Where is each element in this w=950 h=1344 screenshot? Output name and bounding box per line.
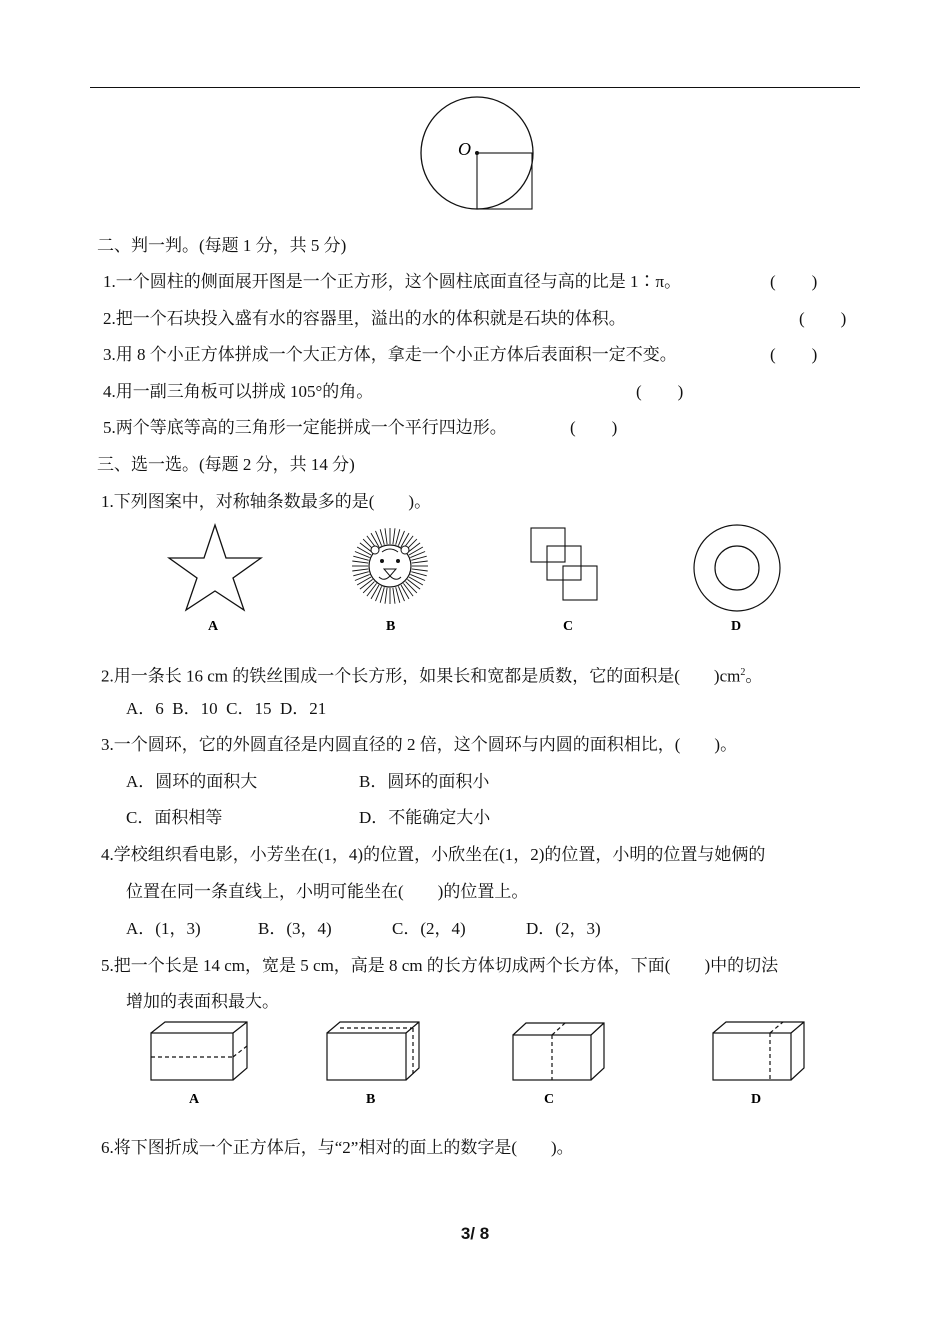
q1-label-a: A — [208, 619, 219, 634]
header-rule — [90, 87, 860, 88]
judge-text-3: 3.用 8 个小正方体拼成一个大正方体，拿走一个小正方体后表面积一定不变。 — [103, 345, 677, 364]
center-label: O — [458, 139, 471, 159]
ring-outer — [694, 525, 780, 611]
page-number: 3/ 8 — [460, 1224, 490, 1243]
superscript-2: 2 — [740, 667, 746, 678]
choice-q2-options: A．6 B．10 C．15 D．21 — [126, 699, 327, 718]
choice-q2: 2.用一条长 16 cm 的铁丝围成一个长方形，如果长和宽都是质数，它的面积是( )$cm^2$。 — [101, 666, 763, 686]
cuboid-a — [151, 1022, 247, 1080]
judge-item-3 — [103, 343, 677, 367]
q1-label-d: D — [731, 619, 742, 634]
cuboid-b — [327, 1022, 419, 1080]
choice-q6: 6.将下图折成一个正方体后，与“2”相对的面上的数字是( )。 — [101, 1138, 574, 1157]
q5-label-b: B — [366, 1092, 376, 1107]
judge-item-4 — [103, 380, 373, 404]
circle-square-figure — [420, 96, 540, 216]
choice-q4-line1: 4.学校组织看电影，小芳坐在(1，4)的位置，小欣坐在(1，2)的位置，小明的位置与她俩的 — [101, 845, 766, 864]
q5-label-c: C — [544, 1092, 555, 1107]
judge-text-2: 2.把一个石块投入盛有水的容器里，溢出的水的体积就是石块的体积。 — [103, 309, 626, 328]
q3-option-a[interactable]: A．圆环的面积大 — [126, 772, 258, 791]
judge-answer-2[interactable]: ( ) — [799, 309, 847, 328]
cuboid-d — [713, 1022, 804, 1080]
overlapping-squares-shape — [531, 528, 597, 600]
q3-option-c[interactable]: C．面积相等 — [126, 808, 223, 827]
judge-item-1 — [103, 270, 681, 294]
q1-label-b: B — [386, 619, 396, 634]
q5-label-d: D — [751, 1092, 762, 1107]
q5-label-a: A — [189, 1092, 200, 1107]
q1-label-c: C — [563, 619, 574, 634]
judge-item-5 — [103, 416, 507, 440]
section3-heading: 三、选一选。(每题 2 分，共 14 分) — [97, 455, 355, 474]
judge-text-4: 4.用一副三角板可以拼成 105°的角。 — [103, 382, 374, 401]
square-shape — [477, 153, 532, 209]
judge-item-2 — [103, 307, 626, 331]
judge-answer-5[interactable]: ( ) — [570, 418, 618, 437]
choice-q5-line2: 增加的表面积最大。 — [126, 992, 279, 1011]
choice-q5-line1: 5.把一个长是 14 cm，宽是 5 cm，高是 8 cm 的长方体切成两个长方体，下面( )中的切法 — [101, 956, 779, 975]
judge-answer-1[interactable]: ( ) — [770, 272, 818, 291]
lion-icon — [352, 528, 428, 604]
q4-option-c[interactable]: C．(2，4) — [392, 919, 466, 938]
q4-option-d[interactable]: D．(2，3) — [526, 919, 601, 938]
choice-q1: 1.下列图案中，对称轴条数最多的是( )。 — [101, 492, 432, 511]
q3-option-d[interactable]: D．不能确定大小 — [359, 808, 491, 827]
judge-answer-3[interactable]: ( ) — [770, 345, 818, 364]
choice-q3: 3.一个圆环，它的外圆直径是内圆直径的 2 倍，这个圆环与内圆的面积相比，( )。 — [101, 735, 738, 754]
judge-text-1: 1.一个圆柱的侧面展开图是一个正方形，这个圆柱底面直径与高的比是 1∶π。 — [103, 272, 682, 291]
ring-inner — [715, 546, 759, 590]
center-dot — [475, 151, 479, 155]
section2-heading: 二、判一判。(每题 1 分，共 5 分) — [97, 236, 347, 255]
q3-option-b[interactable]: B．圆环的面积小 — [359, 772, 490, 791]
star-shape — [169, 525, 261, 610]
q4-option-a[interactable]: A．(1，3) — [126, 919, 201, 938]
cuboid-c — [513, 1023, 604, 1080]
q1-figures — [160, 520, 800, 640]
judge-text-5: 5.两个等底等高的三角形一定能拼成一个平行四边形。 — [103, 418, 507, 437]
choice-q4-line2: 位置在同一条直线上，小明可能坐在( )的位置上。 — [126, 882, 529, 901]
q4-option-b[interactable]: B．(3，4) — [258, 919, 332, 938]
judge-answer-4[interactable]: ( ) — [636, 382, 684, 401]
q5-figures — [140, 1015, 820, 1115]
